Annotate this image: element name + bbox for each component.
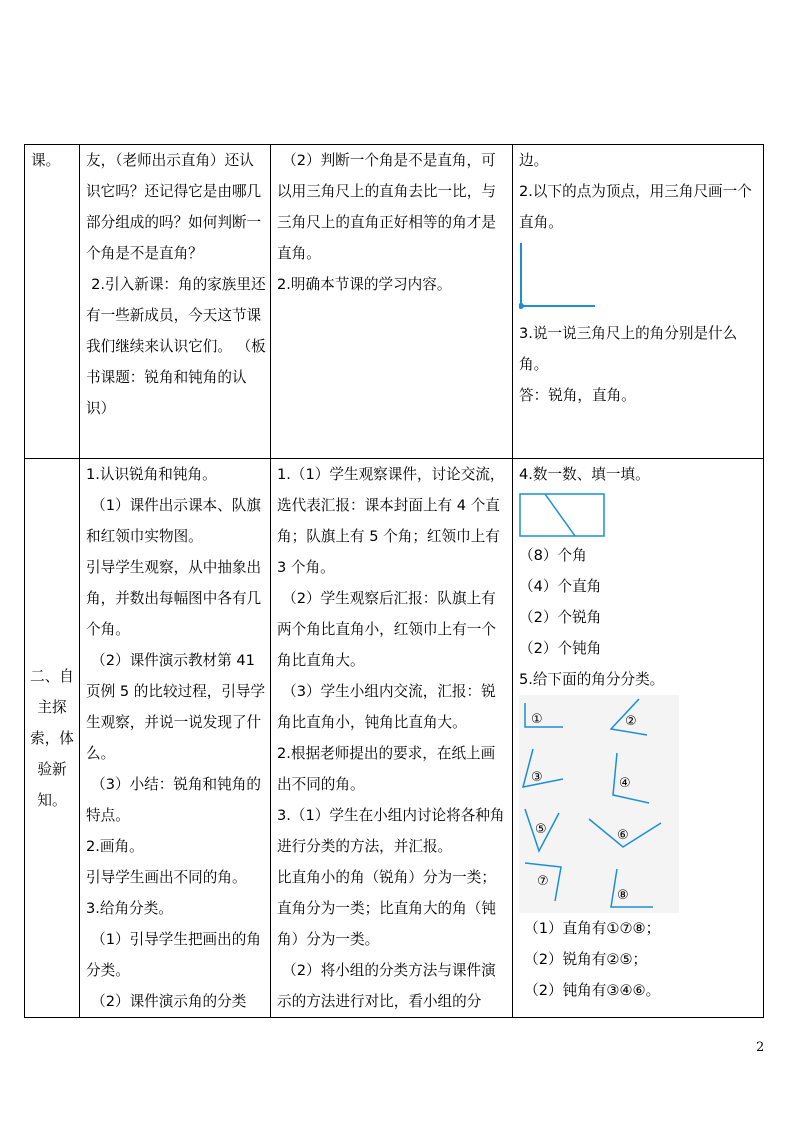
- student-para: 比直角小的角（锐角）分为一类；直角分为一类；比直角大的角（钝角）分为一类。: [277, 869, 496, 948]
- practice-cell: [513, 459, 764, 1018]
- classify-answer: （2）锐角有②⑤；: [524, 951, 648, 968]
- student-para: 3.（1）学生在小组内讨论将各种角进行分类的方法，并汇报。: [277, 807, 505, 855]
- table-row: [25, 459, 764, 1018]
- practice-answer: 答：锐角，直角。: [519, 387, 636, 404]
- teacher-para: 引导学生画出不同的角。: [86, 869, 247, 886]
- classify-answer: （1）直角有①⑦⑧；: [524, 920, 661, 937]
- diagonal-line: [545, 494, 575, 536]
- angle-label: ⑦: [537, 874, 549, 889]
- teacher-para: 3.给角分类。: [86, 900, 173, 917]
- student-para: （2）学生观察后汇报：队旗上有两个角比直角小，红领巾上有一个角比直角大。: [277, 590, 496, 669]
- stage-cell: [25, 145, 80, 459]
- count-answer: （8）个角: [519, 547, 587, 564]
- angle-label: ①: [531, 712, 543, 727]
- angle-label: ④: [619, 776, 631, 791]
- angles-classification-figure: [519, 695, 679, 913]
- count-answer: （4）个直角: [519, 578, 602, 595]
- vertex-dot: [519, 303, 524, 309]
- page-number: 2: [756, 1040, 765, 1055]
- teacher-para: （1）课件出示课本、队旗和红领巾实物图。: [86, 497, 261, 545]
- practice-cell: [513, 145, 764, 459]
- student-para: （2）将小组的分类方法与课件演示的方法进行对比，看小组的分: [277, 962, 496, 1010]
- student-para: 1.（1）学生观察课件，讨论交流，选代表汇报：课本封面上有 4 个直角；队旗上有 5 个角；红领巾上有 3 个角。: [277, 466, 505, 576]
- angle-label: ⑥: [617, 828, 629, 843]
- practice-question: 2.以下的点为顶点，用三角尺画一个直角。: [519, 183, 752, 231]
- student-para: （3）学生小组内交流，汇报：锐角比直角小，钝角比直角大。: [277, 683, 496, 731]
- student-para: （2）判断一个角是不是直角，可以用三角尺上的直角去比一比，与三角尺上的直角正好相等的角才是直角。: [277, 152, 496, 262]
- practice-question: 4.数一数、填一填。: [519, 466, 650, 483]
- teacher-para: 引导学生观察，从中抽象出角，并数出每幅图中各有几个角。: [86, 559, 262, 638]
- teacher-para: 友，（老师出示直角）还认识它吗？还记得它是由哪几部分组成的吗？如何判断一个角是不是直角？: [86, 152, 262, 262]
- student-activity-cell: [271, 145, 513, 459]
- teacher-para: 2.引入新课：角的家族里还有一些新成员，今天这节课我们继续来认识它们。 （板书课题：锐角和钝角的认识）: [86, 276, 266, 417]
- teacher-para: 2.画角。: [86, 838, 144, 855]
- angle-label: ⑧: [617, 888, 629, 903]
- teacher-para: （2）课件演示教材第 41 页例 5 的比较过程，引导学生观察，并说一说发现了什么。: [86, 652, 266, 762]
- teacher-activity-cell: [80, 145, 271, 459]
- count-answer: （2）个钝角: [519, 640, 602, 657]
- classify-answer: （2）钝角有③④⑥。: [524, 982, 661, 999]
- right-angle-vertex-figure: [519, 238, 609, 318]
- teacher-para: （3）小结：锐角和钝角的特点。: [86, 776, 261, 824]
- teacher-para: （2）课件演示角的分类: [91, 993, 247, 1010]
- teacher-para: 1.认识锐角和钝角。: [86, 466, 217, 483]
- stage-cell: [25, 459, 80, 1018]
- practice-question: 3.说一说三角尺上的角分别是什么角。: [519, 325, 738, 373]
- angle-label: ⑤: [535, 822, 547, 837]
- count-answer: （2）个锐角: [519, 609, 602, 626]
- angle-label: ③: [531, 770, 543, 785]
- practice-line: 边。: [519, 152, 549, 169]
- table-row: [25, 145, 764, 459]
- lesson-table: [24, 144, 764, 1018]
- practice-question: 5.给下面的角分分类。: [519, 671, 665, 688]
- student-activity-cell: [271, 459, 513, 1018]
- rectangle-outline: [520, 494, 604, 536]
- angle-label: ②: [625, 714, 637, 729]
- stage-text: 课。: [31, 152, 61, 169]
- teacher-activity-cell: [80, 459, 271, 1018]
- student-para: 2.明确本节课的学习内容。: [277, 276, 452, 293]
- student-para: 2.根据老师提出的要求，在纸上画出不同的角。: [277, 745, 496, 793]
- teacher-para: （1）引导学生把画出的角分类。: [86, 931, 261, 979]
- stage-text: 二、自主探索，体验新知。: [30, 667, 74, 809]
- rectangle-divided-figure: [519, 490, 619, 540]
